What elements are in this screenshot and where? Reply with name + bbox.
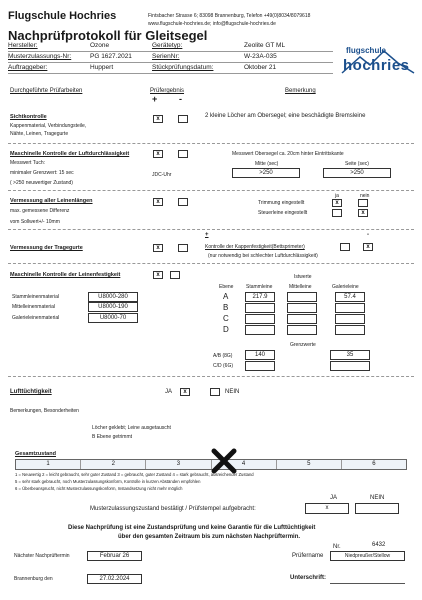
vermessung-line1: max. gemessene Differenz	[10, 208, 70, 214]
c-gal-field[interactable]	[335, 314, 365, 324]
leinen-minus-checkbox[interactable]	[170, 271, 180, 279]
seriennr-value: W-23A-035	[244, 53, 277, 60]
hersteller-value: Ozone	[90, 42, 110, 49]
gesamtzustand-label: Gesamtzustand	[15, 451, 56, 457]
col-galerieleine: Galerieleine	[332, 284, 359, 290]
ab-gal-field[interactable]: 35	[330, 350, 370, 360]
pruefer-label: Prüfername	[292, 553, 324, 559]
sicht-line1: Kappenmaterial, Verbindungsteile,	[10, 123, 87, 129]
kappe-minus-sign: -	[367, 232, 369, 238]
geraetetyp-value: Zeolite GT ML	[244, 42, 286, 49]
logo-bottom-text: hochries	[343, 57, 410, 74]
kappe-sub: (nur notwendig bei schlechter Luftdurchlässigkeit)	[208, 253, 318, 259]
row-a-label: A	[223, 292, 229, 301]
b-stamm-field[interactable]	[245, 303, 275, 313]
bestaetigt-label: Musterzulassungszustand bestätigt / Prüfstempel aufgebracht:	[90, 506, 256, 512]
scale-1[interactable]: 1	[16, 460, 81, 469]
legend-line3: 6 = Überbeansprucht, nicht Musterzulassungskonform, Instandsetzung nicht mehr möglich	[15, 486, 183, 491]
logo-top-text: flugschule	[346, 46, 387, 55]
legend-line1: 1 = Neuwertig 2 = leicht gebraucht, sehr guter Zustand 3 = gebraucht, guter Zustand 4 = stark gebraucht, ausreichender Zustand	[15, 472, 254, 477]
vermessung-minus-checkbox[interactable]	[178, 198, 188, 206]
signature-line[interactable]	[330, 583, 405, 584]
scale-4[interactable]: 4	[212, 460, 277, 469]
col-mittelleine: Mittelleine	[289, 284, 312, 290]
col-arbeiten: Durchgeführte Prüfarbeiten	[10, 88, 83, 94]
b-mittel-field[interactable]	[287, 303, 317, 313]
scale-2[interactable]: 2	[81, 460, 146, 469]
steuer-ja-checkbox[interactable]	[332, 209, 342, 217]
luft-remark: Messwert Obersegel ca. 20cm hinter Eintrittskante	[232, 151, 344, 157]
col-bemerkung: Bemerkung	[285, 88, 316, 94]
c-mittel-field[interactable]	[287, 314, 317, 324]
stueckpruefung-value: Oktober 21	[244, 64, 277, 71]
row-d-label: D	[223, 325, 229, 334]
a-mittel-field[interactable]	[287, 292, 317, 302]
pruefer-field[interactable]: Niedpreußer/Stellow	[330, 551, 405, 561]
web-line: www.flugschule-hochries.de; info@flugschule-hochries.de	[148, 21, 276, 27]
lufttuechtig-ja-checkbox[interactable]: x	[180, 388, 190, 396]
steuer-label: Steuerleine eingestellt	[258, 210, 308, 216]
lufttuechtig-nein-checkbox[interactable]	[210, 388, 220, 396]
cd-stamm-field[interactable]	[245, 361, 275, 371]
cd-gal-field[interactable]	[330, 361, 370, 371]
nr-label: Nr.	[333, 544, 341, 550]
ort-label: Brannenburg den	[14, 576, 53, 582]
stueckpruefung-label: Stückprüfungsdatum:	[152, 64, 214, 71]
auftraggeber-label: Auftraggeber:	[8, 64, 48, 71]
doc-title: Nachprüfprotokoll für Gleitsegel	[8, 28, 208, 43]
scale-3[interactable]: 3	[146, 460, 211, 469]
col-plus: +	[152, 94, 158, 104]
d-gal-field[interactable]	[335, 325, 365, 335]
school-logo	[340, 43, 416, 79]
col-stammleine: Stammleine	[246, 284, 273, 290]
disclaimer-line2: über den gesamten Zeitraum bis zum nächsten Nachprüftermin.	[118, 534, 301, 540]
leinen-plus-checkbox[interactable]: x	[153, 271, 163, 279]
stamm-label: Stammleinenmaterial	[12, 294, 59, 300]
mittel-label: Mittelleinenmaterial	[12, 304, 56, 310]
kappe-minus-checkbox[interactable]: x	[363, 243, 373, 251]
luft-line3: ( >250 neuwertiger Zustand)	[10, 180, 73, 186]
address-line: Fintsbacher Strasse 6; 83098 Brannenburg, Telefon +49(0)8034/8079618	[148, 13, 311, 19]
ab-label: A/B (8G)	[213, 353, 233, 359]
seite-field[interactable]: >250	[323, 168, 391, 178]
naechster-label: Nächster Nachprüftermin	[14, 553, 70, 559]
grenzwerte-label: Grenzwerte	[290, 342, 316, 348]
scale-6[interactable]: 6	[342, 460, 406, 469]
musterzul-value: PG 1627.2021	[90, 53, 132, 60]
stamm-field[interactable]: U8000-280	[88, 292, 138, 302]
vermessung-ja: ja	[335, 193, 339, 199]
row-c-label: C	[223, 314, 229, 323]
jdc-label: JDC-Uhr	[152, 172, 172, 178]
kappe-plus-checkbox[interactable]	[340, 243, 350, 251]
sicht-plus-checkbox[interactable]: x	[153, 115, 163, 123]
vermessung-title: Vermessung aller Leinenlängen	[10, 198, 93, 204]
leinen-title: Maschinelle Kontrolle der Leinenfestigkeit	[10, 272, 121, 278]
d-mittel-field[interactable]	[287, 325, 317, 335]
row-b-label: B	[223, 303, 229, 312]
bemerkung-line2: B Ebene getrimmt	[92, 434, 133, 440]
luft-plus-checkbox[interactable]: x	[153, 150, 163, 158]
scale-5[interactable]: 5	[277, 460, 342, 469]
b-gal-field[interactable]	[335, 303, 365, 313]
mittel-field[interactable]: U8000-190	[88, 302, 138, 312]
ab-stamm-field[interactable]: 140	[245, 350, 275, 360]
steuer-nein-checkbox[interactable]: x	[358, 209, 368, 217]
vermessung-plus-checkbox[interactable]: x	[153, 198, 163, 206]
trimmung-ja-checkbox[interactable]: x	[332, 199, 342, 207]
cd-label: C/D (6G)	[213, 363, 233, 369]
ebene-label: Ebene	[219, 284, 234, 290]
trimmung-label: Trimmung eingestellt	[258, 200, 305, 206]
lufttuechtig-ja: JA	[165, 389, 173, 395]
lufttuechtig-nein: NEIN	[225, 389, 240, 395]
nr-value: 6432	[372, 542, 386, 548]
cross-mark-icon	[211, 448, 237, 474]
col-minus: -	[179, 94, 182, 104]
hersteller-label: Hersteller:	[8, 42, 38, 49]
bestaetigt-ja-box[interactable]: x	[305, 503, 349, 514]
mitte-field[interactable]: >250	[232, 168, 300, 178]
tragegurte-plus-checkbox[interactable]: x	[153, 244, 163, 252]
school-name: Flugschule Hochries	[8, 10, 117, 22]
auftraggeber-value: Huppert	[90, 64, 114, 71]
naechster-field[interactable]: Februar 26	[87, 551, 142, 561]
bestaetigt-ja: JA	[330, 495, 338, 501]
geraetetyp-label: Gerätetyp:	[152, 42, 183, 49]
seite-label: Seite (sec)	[345, 161, 369, 167]
luft-minus-checkbox[interactable]	[178, 150, 188, 158]
legend-line2: 5 = sehr stark gebraucht, noch Musterzulassungskonform, Kontrolle in kurzen Abständen empfohlen	[15, 479, 201, 484]
bemerkung-line1: Löcher geklebt; Leine ausgetauscht	[92, 425, 171, 431]
sicht-minus-checkbox[interactable]	[178, 115, 188, 123]
bestaetigt-nein: NEIN	[370, 495, 385, 501]
unterschrift-label: Unterschrift:	[290, 575, 327, 581]
istwerte-label: Istwerte	[294, 274, 312, 280]
vermessung-nein: nein	[360, 193, 370, 199]
a-stamm-field[interactable]: 217.9	[245, 292, 275, 302]
gallerie-label: Galerieleinenmaterial	[12, 315, 60, 321]
col-ergebnis: Prüfergebnis	[150, 88, 185, 94]
a-gal-field[interactable]: 57.4	[335, 292, 365, 302]
luft-line2: minimaler Grenzwert: 15 sec	[10, 170, 74, 176]
kappe-title: Kontrolle der Kappenfestigkeit(Bettsprimeter)	[205, 244, 305, 250]
trimmung-nein-checkbox[interactable]	[358, 199, 368, 207]
sicht-remark: 2 kleine Löcher am Obersegel; eine beschädigte Bremsleine	[205, 113, 366, 119]
musterzul-label: Musterzulassungs-Nr:	[8, 53, 72, 60]
seriennr-label: SerienNr:	[152, 53, 180, 60]
datum-field[interactable]: 27.02.2024	[87, 574, 142, 584]
disclaimer-line1: Diese Nachprüfung ist eine Zustandsprüfung und keine Garantie für die Lufttüchtigkeit	[68, 525, 316, 531]
c-stamm-field[interactable]	[245, 314, 275, 324]
mitte-label: Mitte (sec)	[255, 161, 279, 167]
kappe-plus-sign: +	[205, 232, 209, 238]
sicht-title: Sichtkontrolle	[10, 114, 47, 120]
sicht-line2: Nähte, Leinen, Tragegurte	[10, 131, 69, 137]
d-stamm-field[interactable]	[245, 325, 275, 335]
lufttuechtig-label: Lufttüchtigkeit	[10, 389, 52, 395]
tragegurte-title: Vermessung der Tragegurte	[10, 245, 83, 251]
luft-line1: Messwert Tuch:	[10, 160, 46, 166]
bestaetigt-nein-box[interactable]	[355, 503, 399, 514]
vermessung-line2: vom Sollwert+/- 10mm	[10, 219, 60, 225]
luft-title: Maschinelle Kontrolle der Luftdurchlässigkeit	[10, 151, 130, 157]
tragegurte-minus-checkbox[interactable]	[178, 244, 188, 252]
gallerie-field[interactable]: U8000-70	[88, 313, 138, 323]
bemerkungen-title: Bemerkungen, Besonderheiten	[10, 408, 79, 414]
